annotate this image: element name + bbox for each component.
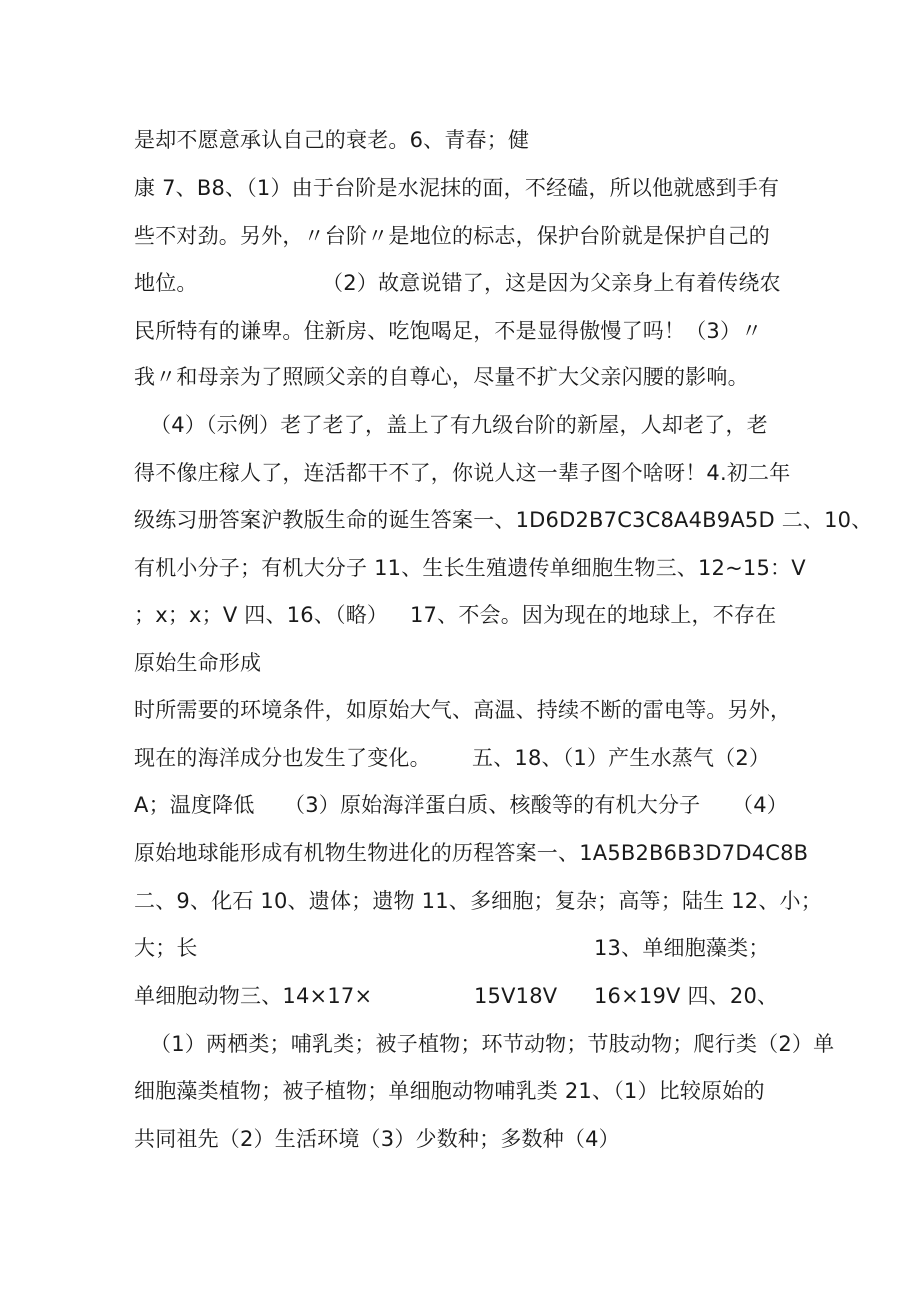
text-line-10 bbox=[134, 553, 806, 583]
text-line-22 bbox=[134, 1124, 620, 1154]
text-line-12 bbox=[134, 648, 261, 678]
text-segment: （4） bbox=[732, 793, 788, 817]
text-line-5 bbox=[134, 316, 762, 346]
text-segment: 些不对劲。另外，〃台阶〃是地位的标志，保护台阶就是保护自己的 bbox=[134, 224, 770, 248]
text-segment: 得不像庄稼人了，连活都干不了，你说人这一辈子图个啥呀！4.初二年 bbox=[134, 461, 791, 485]
text-segment: 细胞藻类植物；被子植物；单细胞动物哺乳类 21、（1）比较原始的 bbox=[134, 1079, 765, 1103]
text-line-9 bbox=[134, 505, 872, 535]
text-line-6 bbox=[134, 362, 749, 392]
text-segment: （1）两栖类；哺乳类；被子植物；环节动物；节肢动物；爬行类（2）单 bbox=[150, 1032, 835, 1056]
text-line-3 bbox=[134, 221, 770, 251]
text-line-8 bbox=[134, 458, 790, 488]
text-segment: 是却不愿意承认自己的衰老。6、青春；健 bbox=[134, 128, 530, 152]
text-segment: 时所需要的环境条件，如原始大气、高温、持续不断的雷电等。另外， bbox=[134, 698, 792, 722]
text-segment: 现在的海洋成分也发生了变化。 bbox=[134, 746, 431, 770]
text-segment: 五、18、（1）产生水蒸气（2） bbox=[472, 746, 771, 770]
text-segment: 单细胞动物三、14×17× bbox=[134, 984, 373, 1008]
text-segment: 共同祖先（2）生活环境（3）少数种；多数种（4） bbox=[134, 1127, 620, 1151]
text-segment: 大；长 bbox=[134, 936, 198, 960]
text-segment: 原始生命形成 bbox=[134, 651, 262, 675]
text-segment: （3）原始海洋蛋白质、核酸等的有机大分子 bbox=[284, 793, 701, 817]
text-segment: 二、9、化石 10、遗体；遗物 11、多细胞；复杂；高等；陆生 12、小； bbox=[134, 889, 822, 913]
text-line-2 bbox=[134, 173, 779, 203]
text-segment: 16×19V 四、20、 bbox=[594, 984, 779, 1008]
text-segment: （2）故意说错了，这是因为父亲身上有着传绕农 bbox=[322, 271, 781, 295]
text-segment: 康 7、B8、（1）由于台阶是水泥抹的面，不经磕，所以他就感到手有 bbox=[134, 176, 780, 200]
text-line-20 bbox=[150, 1029, 834, 1059]
text-line-16 bbox=[134, 838, 808, 868]
text-line-13 bbox=[134, 695, 791, 725]
text-segment: 我〃和母亲为了照顾父亲的自尊心，尽量不扩大父亲闪腰的影响。 bbox=[134, 365, 749, 389]
text-segment: 原始地球能形成有机物生物进化的历程答案一、1A5B2B6B3D7D4C8B bbox=[134, 841, 809, 865]
text-segment: ；x；x；V 四、16、（略） bbox=[134, 603, 389, 627]
text-line-1 bbox=[134, 125, 529, 155]
text-segment: 13、单细胞藻类； bbox=[594, 936, 770, 960]
text-segment: 地位。 bbox=[134, 271, 198, 295]
text-line-21 bbox=[134, 1076, 765, 1106]
text-line-17 bbox=[134, 886, 822, 916]
text-segment: 17、不会。因为现在的地球上，不存在 bbox=[410, 603, 777, 627]
text-line-7 bbox=[150, 410, 768, 440]
text-segment: 级练习册答案沪教版生命的诞生答案一、1D6D2B7C3C8A4B9A5D 二、10、 bbox=[134, 508, 873, 532]
text-segment: 民所特有的谦卑。住新房、吃饱喝足，不是显得傲慢了吗！（3）〃 bbox=[134, 319, 763, 343]
text-segment: A；温度降低 bbox=[134, 793, 255, 817]
text-segment: 15V18V bbox=[474, 984, 558, 1008]
text-segment: 有机小分子；有机大分子 11、生长生殖遗传单细胞生物三、12~15：V bbox=[134, 556, 806, 580]
text-segment: （4）（示例）老了老了，盖上了有九级台阶的新屋，人却老了，老 bbox=[150, 413, 768, 437]
